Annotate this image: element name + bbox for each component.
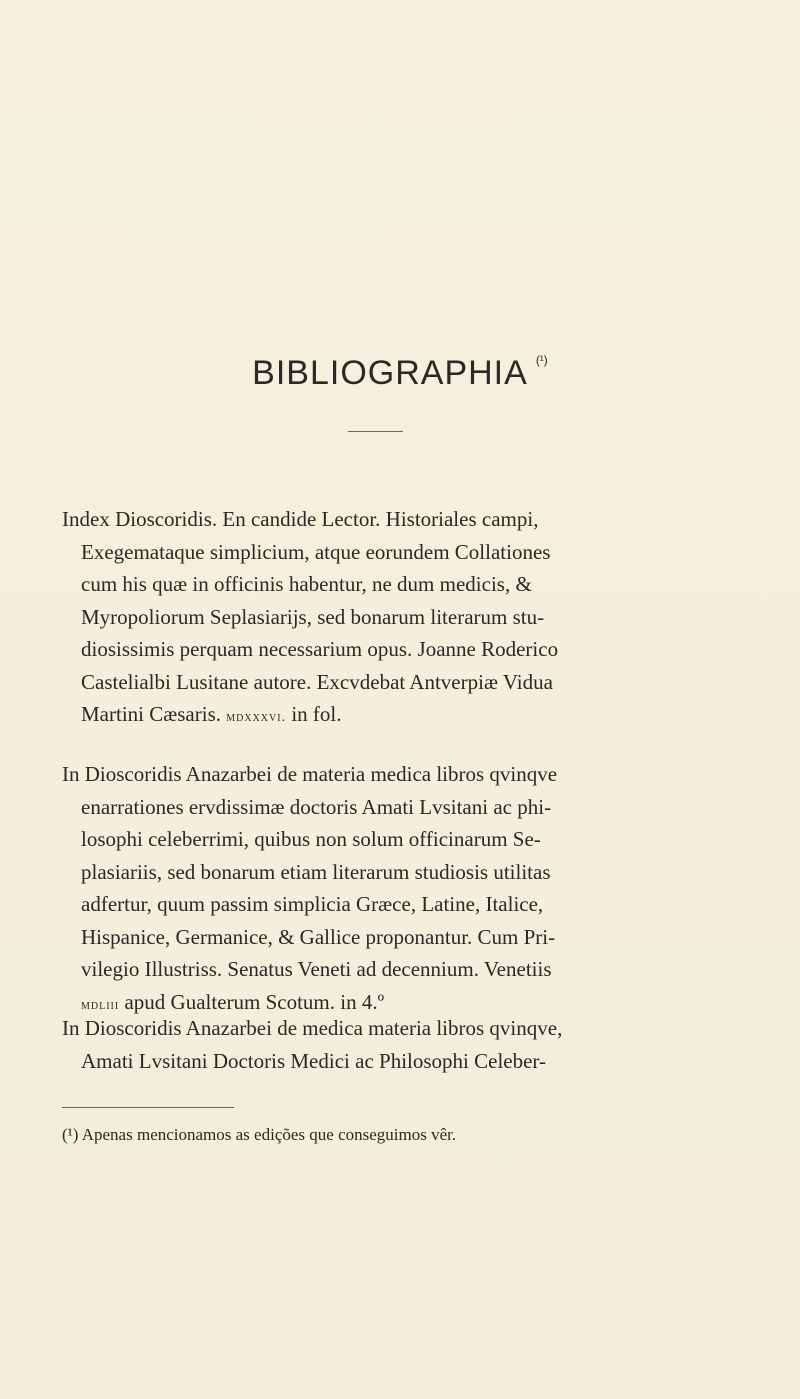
footnote-text: Apenas mencionamos as edições que conseguimos vêr. xyxy=(78,1125,457,1144)
entry-line xyxy=(62,698,742,735)
entry-date: mdliii xyxy=(81,997,120,1013)
entry-line: losophi celeberrimi, quibus non solum officinarum Se- xyxy=(81,827,541,851)
page-title-text: BIBLIOGRAPHIA xyxy=(252,354,528,392)
entry-line: adfertur, quum passim simplicia Græce, Latine, Italice, xyxy=(81,892,544,916)
entry-line: Exegemataque simplicium, atque eorundem Collationes xyxy=(81,539,551,564)
entry-line: cum his quæ in officinis habentur, ne dum medicis, & xyxy=(81,572,532,596)
footnote-marker: (¹) xyxy=(62,1125,79,1144)
entry-line: plasiariis, sed bonarum etiam literarum studiosis utilitas xyxy=(81,859,551,884)
entry-line: Amati Lvsitani Doctoris Medici ac Philosophi Celeber- xyxy=(81,1048,546,1073)
entry-line: In Dioscoridis Anazarbei de medica materia libros qvinqve, xyxy=(62,1016,563,1040)
footnote xyxy=(62,1125,742,1145)
entry-line: In Dioscoridis Anazarbei de materia medica libros qvinqve xyxy=(62,762,558,786)
footnote-divider xyxy=(62,1107,234,1108)
entry-line: diosissimis perquam necessarium opus. Joanne Roderico xyxy=(81,637,559,661)
page-title xyxy=(0,352,800,392)
entry-line: Index Dioscoridis. En candide Lector. Historiales campi, xyxy=(62,507,539,531)
entry-line: Hispanice, Germanice, & Gallice proponantur. Cum Pri- xyxy=(81,924,556,949)
bibliography-entry xyxy=(62,1012,742,1077)
entry-text: Martini Cæsaris. xyxy=(81,702,227,726)
title-footnote-marker: (¹) xyxy=(535,352,548,367)
bibliography-entry xyxy=(62,503,742,735)
entry-line: vilegio Illustriss. Senatus Veneti ad decennium. Venetiis xyxy=(81,957,552,981)
entry-line: Myropoliorum Seplasiarijs, sed bonarum literarum stu- xyxy=(81,604,545,629)
title-divider xyxy=(348,431,403,432)
entry-date: mdxxxvi. xyxy=(226,710,287,725)
entry-format: apud Gualterum Scotum. in 4.º xyxy=(119,989,385,1014)
entry-format: in fol. xyxy=(286,702,342,726)
bibliography-entry xyxy=(62,758,742,1022)
entry-line: enarrationes ervdissimæ doctoris Amati Lvsitani ac phi- xyxy=(81,794,552,819)
entry-line: Castelialbi Lusitane autore. Excvdebat Antverpiæ Vidua xyxy=(81,669,553,694)
